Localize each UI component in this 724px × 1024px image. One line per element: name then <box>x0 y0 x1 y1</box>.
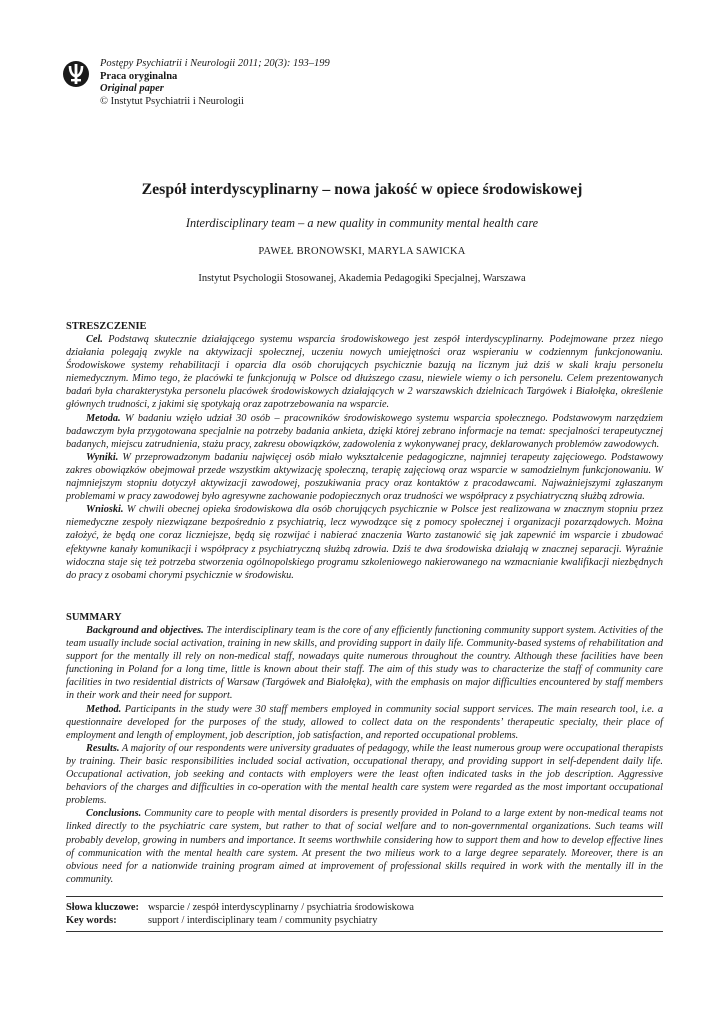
paragraph-lead: Conclusions. <box>86 808 142 820</box>
keywords-bottom-rule <box>66 931 663 932</box>
paragraph-text: Community care to people with mental disorders is presently provided in Poland to a large extent by non-medical teams not linked directly to the psychiatric care system, but rather to that of social welfare and to non-governmental organizations. Such teams will probably develop, growing in numbers and importance. It seems worthwhile considering how to support them and how to develop effective lines of communication with the mental health care system. At present the two milieus work to a large degree separately. Moreover, there is an obvious need for a nationwide training program aimed at improvement of professional skills required in work with the mentally ill in the community. <box>66 808 663 885</box>
paragraph-lead: Background and objectives. <box>86 625 204 636</box>
paragraph-text: W badaniu wzięło udział 30 osób – pracowników środowiskowego systemu wsparcia społecznego. Podstawowym narzędziem badawczym była przygotowana specjalnie na potrzeby badania ankieta, dzięki której zebrano informacje na temat: specjalności terapeutycznej badanych, miejscu zatrudnienia, stażu pracy, zakresu obowiązków, zadowolenia z wykonywanej pracy, deklarowanych problemów zawodowych. <box>66 412 663 450</box>
abstract-paragraph <box>66 333 663 412</box>
paragraph-lead: Metoda. <box>86 412 121 424</box>
article-affiliation: Instytut Psychologii Stosowanej, Akademia Pedagogiki Specjalnej, Warszawa <box>198 273 526 284</box>
abstract-paragraph <box>66 624 663 703</box>
abstract-heading-en: SUMMARY <box>66 612 122 623</box>
institute-logo-icon <box>62 60 90 88</box>
paragraph-lead: Method. <box>86 703 122 715</box>
abstract-heading-pl: STRESZCZENIE <box>66 321 147 332</box>
paragraph-text: The interdisciplinary team is the core of any efficiently functioning community support system. Activities of the team usually include social activation, training in new skills, and providing support in daily life. Community-based systems of rehabilitation and support for the mentally ill rely on non-medical staff, nowadays quite numerous throughout the country. Although these facilities have been functioning in Poland for a long time, little is known about their staff. The aim of this study was to characterize the staff of community care facilities in two residential districts of Warsaw (Targówek and Białołęka), with the emphasis on major difficulties encountered by staff members in their work and their need for support. <box>66 625 663 702</box>
paragraph-text: W chwili obecnej opieka środowiskowa dla osób chorujących psychicznie w Polsce jest realizowana w znacznym stopniu przez niemedyczne zespoły niezwiązane bezpośrednio z psychiatrią, lecz wywodzące się z pomocy społecznej i organizacji pozarządowych. Można założyć, że będą one coraz liczniejsze, będą się rozwijać i nabierać znaczenia Warto zastanowić się jak zapewnić im wsparcie i zbudować efektywne kanały komunikacji i współpracy z psychiatryczną służbą zdrowia. Dziś te dwa środowiska działają w znacznej separacji. Wyraźnie widoczna staje się też potrzeba stworzenia ogólnopolskiego programu szkoleniowego nakierowanego na wzmacnianie kwalifikacji niezbędnych do pracy z osobami chorymi psychicznie w środowisku. <box>66 504 663 581</box>
keywords-pl-values: wsparcie / zespół interdyscyplinarny / psychiatria środowiskowa <box>148 902 414 913</box>
paragraph-lead: Wnioski. <box>86 504 124 516</box>
article-title: Zespół interdyscyplinarny – nowa jakość w opiece środowiskowej <box>141 181 583 198</box>
abstract-paragraph <box>66 412 663 451</box>
abstract-paragraph <box>66 742 663 807</box>
paragraph-text: W przeprowadzonym badaniu najwięcej osób miało wykształcenie pedagogiczne, najmniej terapeuty zajęciowego. Podstawowy zakres obowiązków obejmował przede wszystkim aktywizację społeczną, terapię zajęciową oraz wsparcie w samodzielnym funkcjonowaniu. W najmniejszym stopniu dotyczył aktywizacji zawodowej, poszukiwania pracy oraz kontaktów z pracodawcami. Najważniejszymi zgłaszanym problemami w pracy zawodowej było agresywne zachowanie podopiecznych oraz trudności we współpracy z psychiatryczną służbą zdrowia. <box>66 451 663 503</box>
paragraph-text: A majority of our respondents were university graduates of pedagogy, while the least numerous group were occupational therapists by training. Their basic responsibilities included social activation, occupational therapy, and providing support in self-dependent daily life. Occupational activation, job seeking and contacts with employers were the least often indicated tasks in the job description. Aggressive behaviors of the charges and difficulties in co-operation with the mental health care system were regarded as the most important occupational problems. <box>66 742 663 807</box>
copyright-line: © Instytut Psychiatrii i Neurologii <box>100 95 244 107</box>
paragraph-text: Participants in the study were 30 staff members employed in community social support services. The main research tool, i.e. a questionnaire developed for the purposes of the study, allowed to collect data on the respondents’ therapeutic specialty, their place of employment and length of employment, job description, job satisfaction, and reported occupational problems. <box>66 703 663 741</box>
abstract-english <box>66 611 663 886</box>
paragraph-lead: Wyniki. <box>86 451 119 463</box>
abstract-paragraph <box>66 451 663 503</box>
abstract-paragraph <box>66 807 663 886</box>
keywords-top-rule <box>66 896 663 897</box>
abstract-paragraph <box>66 703 663 742</box>
article-authors: PAWEŁ BRONOWSKI, MARYLA SAWICKA <box>258 246 466 257</box>
keywords-en-label: Key words: <box>66 915 117 926</box>
keywords-en-row <box>66 914 377 927</box>
journal-citation: Postępy Psychiatrii i Neurologii 2011; 20(3): 193–199 <box>100 58 330 69</box>
paper-type-en: Original paper <box>100 83 164 95</box>
abstract-paragraph <box>66 503 663 582</box>
keywords-en-values: support / interdisciplinary team / community psychiatry <box>148 915 378 926</box>
abstract-polish <box>66 320 663 582</box>
paper-type-pl: Praca oryginalna <box>100 70 178 82</box>
paragraph-text: Podstawą skutecznie działającego systemu wsparcia środowiskowego jest zespół interdyscyplinarny. Podejmowane przez niego działania polegają zwykle na aktywizacji społecznej, uczeniu nowych umiejętności oraz wspieraniu w codziennym funkcjonowaniu. Środowiskowe systemy rehabilitacji i oparcia dla osób chorujących psychicznie bazują na licznym już dziś w skali kraju personelu niemedycznym. Mimo tego, że placówki te funkcjonują w Polsce od dłuższego czasu, niewiele wiemy o ich personelu. Celem prezentowanych badań była charakterystyka personelu placówek środowiskowych działających w 2 warszawskich dzielnicach Targówek i Białołęka, określenie głównych trudności, z jakimi się spotykają oraz zapotrzebowania na wsparcie. <box>66 334 663 411</box>
article-subtitle: Interdisciplinary team – a new quality in community mental health care <box>185 216 539 230</box>
paragraph-lead: Results. <box>86 742 120 754</box>
paragraph-lead: Cel. <box>86 334 103 345</box>
keywords-pl-label: Słowa kluczowe: <box>66 902 139 913</box>
keywords-pl-row <box>66 901 414 914</box>
